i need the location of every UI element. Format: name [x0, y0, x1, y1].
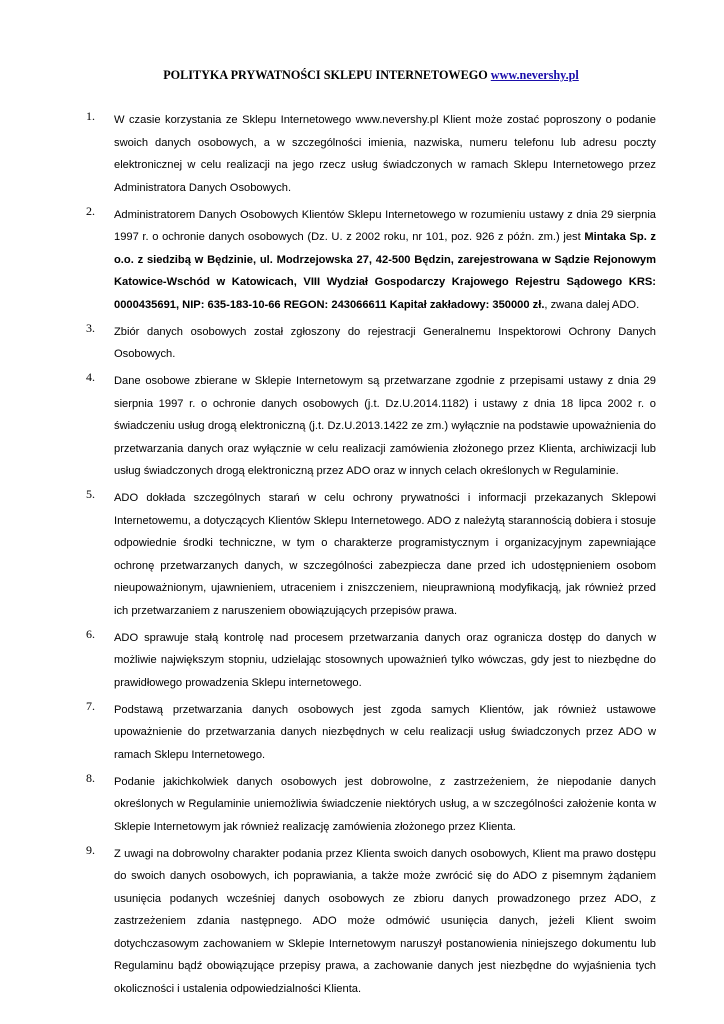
item-number: 9.	[86, 842, 95, 857]
item-number: 2.	[86, 203, 95, 218]
item-text: Dane osobowe zbierane w Sklepie Internetowym są przetwarzane zgodnie z przepisami ustawy z dnia 29 sierpnia 1997 r. o ochronie danych osobowych (j.t. Dz.U.2014.1182) i ustawy z dnia 18 lipca 2002 r. o świadczeniu usług drogą elektroniczną (j.t. Dz.U.2013.1422 ze zm.) wyłącznie na podstawie upoważnienia do przetwarzania danych oraz wyłącznie w celu realizacji zamówienia złożonego przez Klienta, archiwizacji lub usług świadczonych drogą elektroniczną przez ADO oraz w innych celach określonych w Regulaminie.	[114, 375, 656, 477]
item-text: ADO sprawuje stałą kontrolę nad procesem przetwarzania danych oraz ogranicza dostęp do danych w możliwie największym stopniu, udzielając stosownych upoważnień tylko wówczas, gdy jest to niezbędne do prawidłowego prowadzenia Sklepu internetowego.	[114, 631, 656, 689]
item-text	[114, 204, 656, 317]
item-text: Podanie jakichkolwiek danych osobowych jest dobrowolne, z zastrzeżeniem, że niepodanie danych określonych w Regulaminie uniemożliwia świadczenie niektórych usług, a w szczególności założenie konta w Sklepie Internetowym jak również realizację zamówienia złożonego przez Klienta.	[114, 775, 656, 833]
list-item	[86, 204, 656, 317]
list-item	[86, 771, 656, 839]
item-number: 5.	[86, 487, 95, 501]
title-text: POLITYKA PRYWATNOŚCI SKLEPU INTERNETOWEGO	[163, 68, 491, 82]
item-number: 7.	[86, 698, 95, 713]
list-item	[86, 321, 656, 366]
item-text: Zbiór danych osobowych został zgłoszony do rejestracji Generalnemu Inspektorowi Ochrony Danych Osobowych.	[114, 325, 656, 360]
item-text-after: , zwana dalej ADO.	[544, 298, 640, 311]
item-number: 4.	[86, 370, 95, 384]
list-item	[86, 487, 656, 622]
list-item	[86, 627, 656, 695]
item-number: 8.	[86, 770, 95, 785]
item-text: Z uwagi na dobrowolny charakter podania przez Klienta swoich danych osobowych, Klient ma prawo dostępu do swoich danych osobowych, ich poprawiania, a także może zwrócić się do ADO z pisemnym żądaniem usunięcia podanych wcześniej danych osobowych ze zbioru danych prowadzonego przez ADO, z zastrzeżeniem zdania następnego. ADO może odmówić usunięcia danych, jeżeli Klient swoim dotychczasowym zachowaniem w Sklepie Internetowym naruszył postanowienia niniejszego dokumentu lub Regulaminu bądź obowiązujące przepisy prawa, a zachowanie danych jest niezbędne do wyjaśnienia tych okoliczności i ustalenia odpowiedzialności Klienta.	[114, 847, 656, 995]
title-link[interactable]: www.nevershy.pl	[490, 68, 579, 82]
item-number: 1.	[86, 109, 95, 123]
item-number: 3.	[86, 320, 95, 335]
company-details: Mintaka Sp. z o.o. z siedzibą w Będzinie, ul. Modrzejowska 27, 42-500 Będzin, zarejestrowana w Sądzie Rejonowym Katowice-Wschód w Katowicach, VIII Wydział Gospodarczy Krajowego Rejestru Sądowego KRS: 0000435691, NIP: 635-183-10-66 REGON: 243066611 Kapitał zakładowy: 350000 zł.	[114, 231, 656, 311]
item-text-before: Administratorem Danych Osobowych Klientów Sklepu Internetowego w rozumieniu ustawy z dnia 29 sierpnia 1997 r. o ochronie danych osobowych (Dz. U. z 2002 roku, nr 101, poz. 926 z późn. zm.) jest	[114, 208, 656, 243]
list-item	[86, 370, 656, 483]
item-text: Podstawą przetwarzania danych osobowych jest zgoda samych Klientów, jak również ustawowe upoważnienie do przetwarzania danych niezbędnych w celu realizacji usług świadczonych przez ADO w ramach Sklepu Internetowego.	[114, 703, 656, 761]
item-text: W czasie korzystania ze Sklepu Internetowego www.nevershy.pl Klient może zostać poproszony o podanie swoich danych osobowych, a w szczególności imienia, nazwiska, numeru telefonu lub adresu poczty elektronicznej w celu realizacji na jego rzecz usług świadczonych w ramach Sklepu Internetowego przez Administratora Danych Osobowych.	[114, 114, 656, 194]
item-text: ADO dokłada szczególnych starań w celu ochrony prywatności i informacji przekazanych Sklepowi Internetowemu, a dotyczących Klientów Sklepu Internetowego. ADO z należytą starannością dobiera i stosuje odpowiednie środki techniczne, w tym o charakterze programistycznym i organizacyjnym zapewniające ochronę przetwarzanych danych, w szczególności zabezpiecza dane przed ich udostępnieniem osobom nieupoważnionym, ujawnieniem, utraceniem i zniszczeniem, nieuprawnioną modyfikacją, jak również przed ich przetwarzaniem z naruszeniem obowiązujących przepisów prawa.	[114, 492, 656, 617]
list-item	[86, 699, 656, 767]
policy-list	[86, 109, 656, 1000]
list-item	[86, 109, 656, 199]
document-title	[86, 68, 656, 83]
list-item	[86, 843, 656, 1001]
item-number: 6.	[86, 626, 95, 641]
